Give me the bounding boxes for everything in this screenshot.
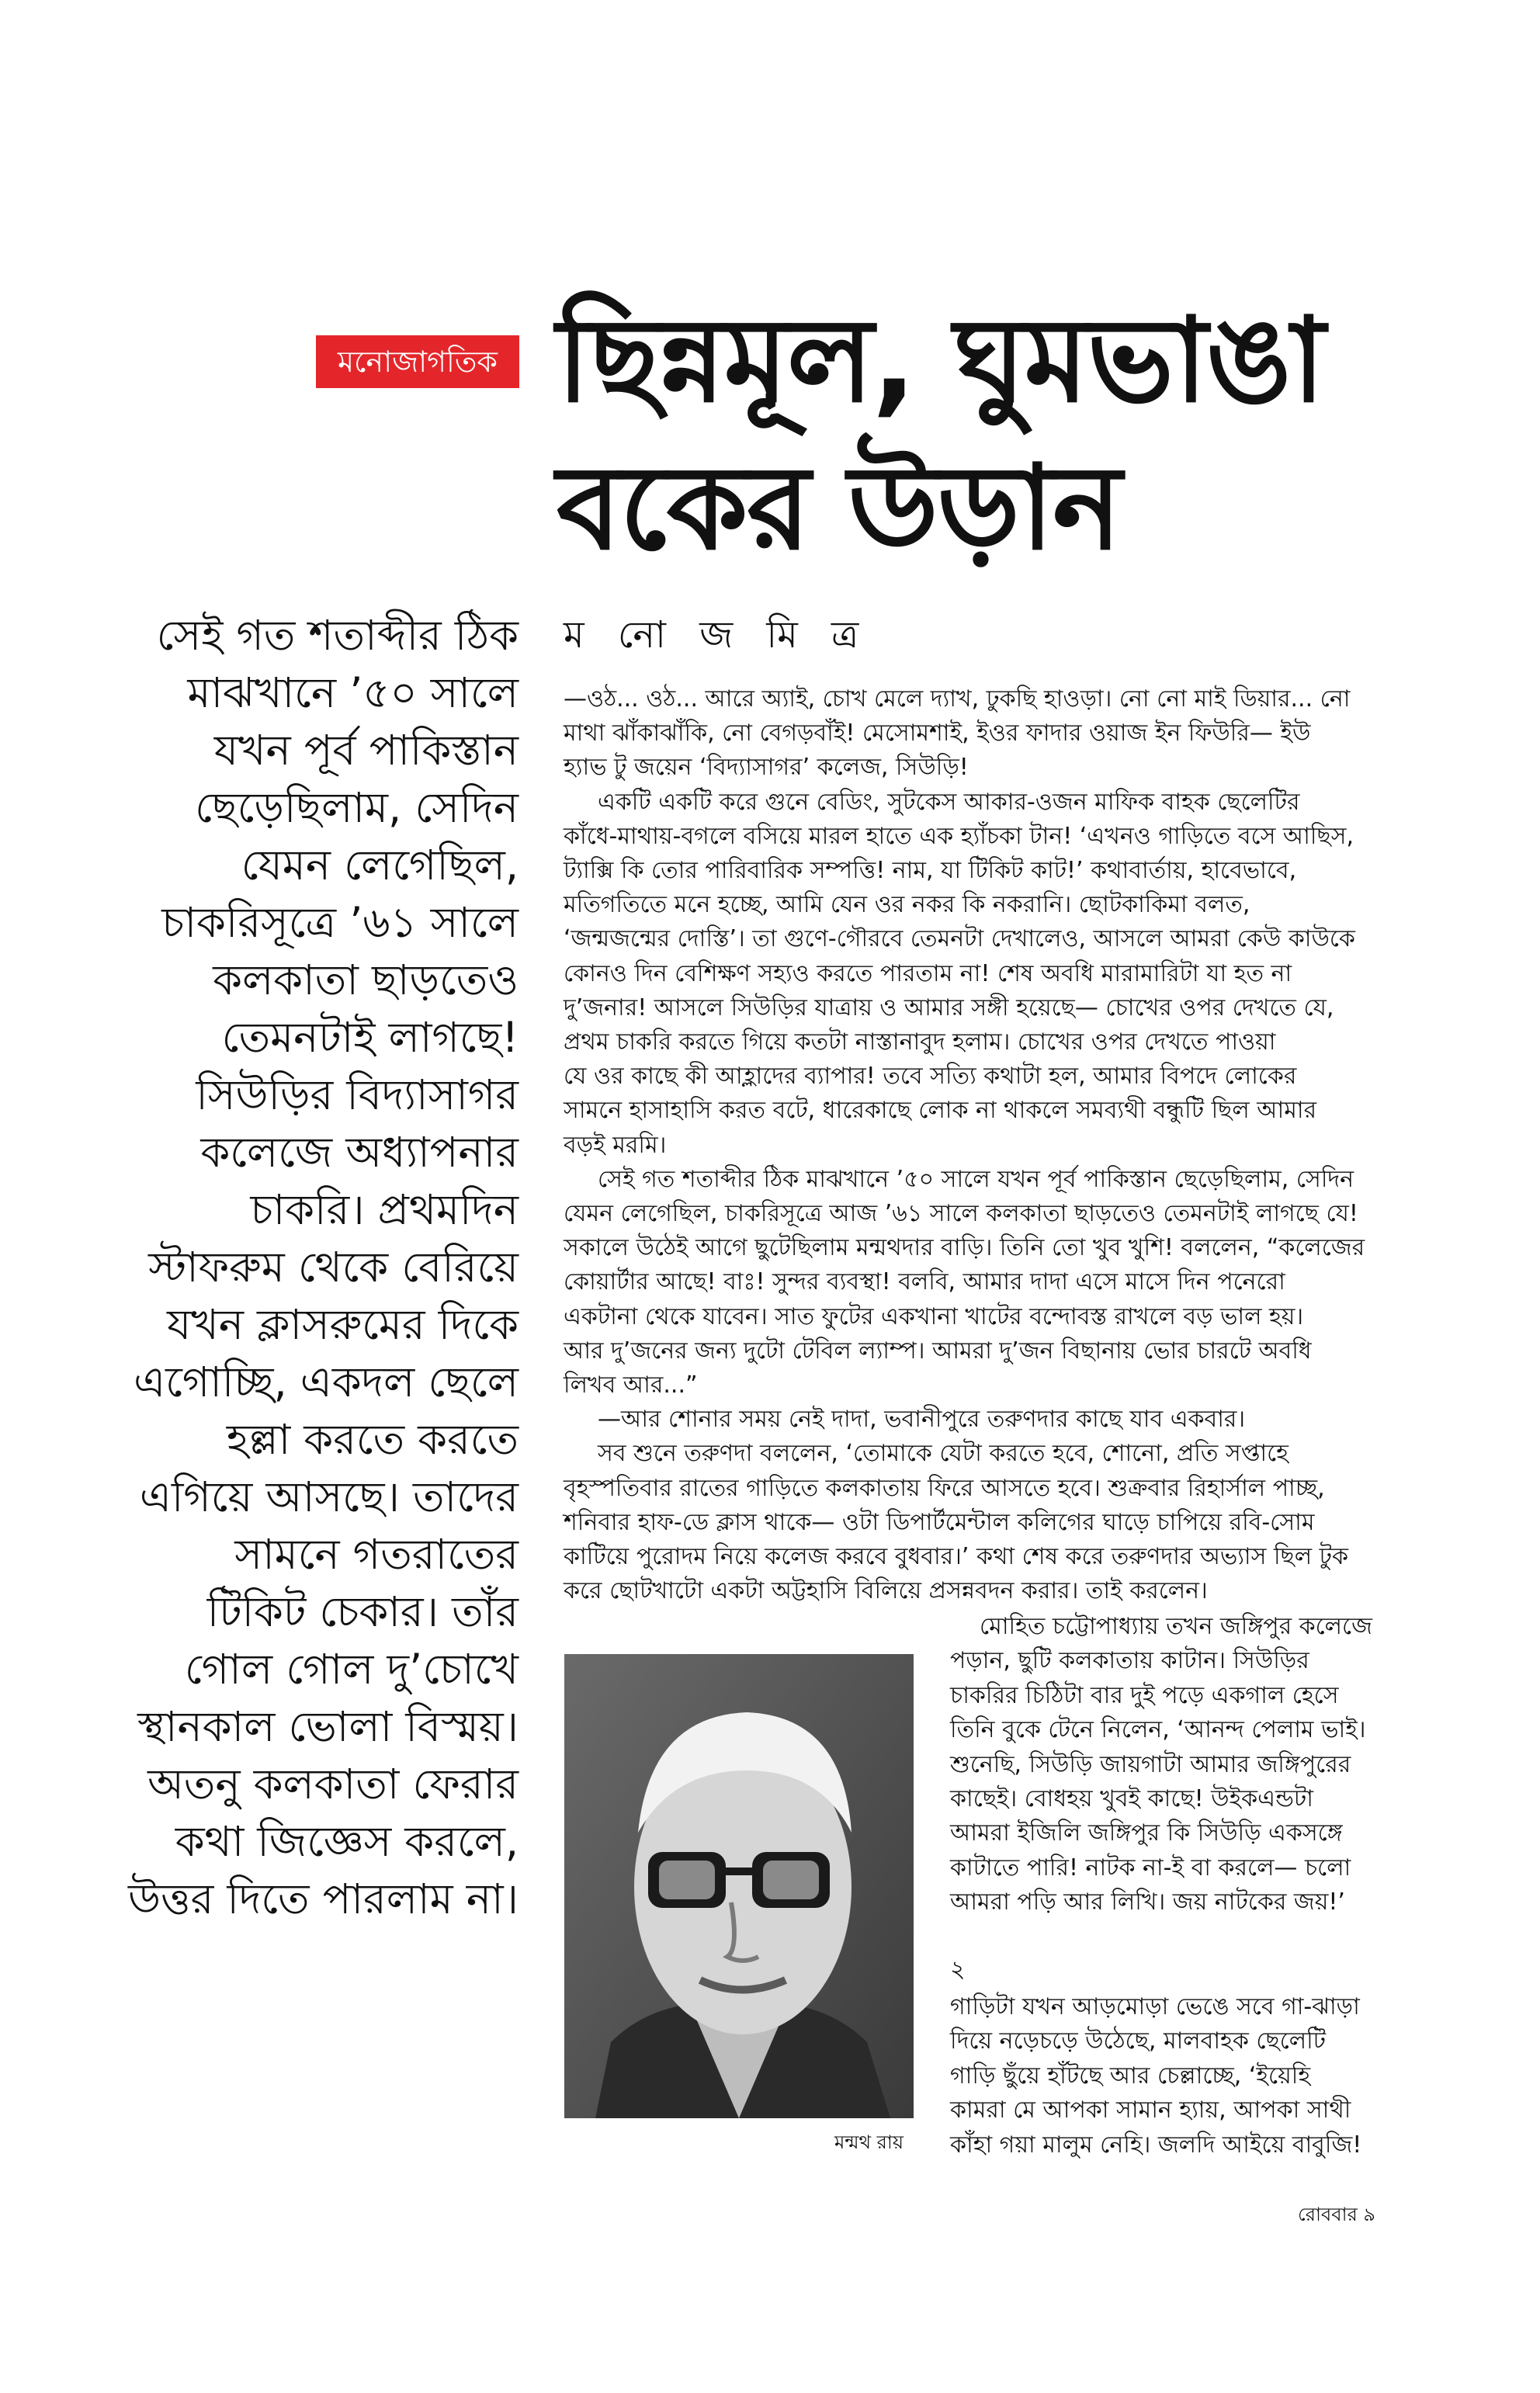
body-text-line: —ওঠ... ওঠ... আরে অ্যাই, চোখ মেলে দ্যাখ, ঢুকছি হাওড়া। নো নো মাই ডিয়ার... নো <box>564 685 1351 713</box>
body-text-line: বৃহস্পতিবার রাতের গাড়িতে কলকাতায় ফিরে আসতে হবে। শুক্রবার রিহার্সাল পাচ্ছ, <box>564 1474 1325 1502</box>
body-text-line: কোয়ার্টার আছে! বাঃ! সুন্দর ব্যবস্থা! বলবি, আমার দাদা এসে মাসে দিন পনেরো <box>564 1268 1285 1296</box>
body-text-line: কোনও দিন বেশিক্ষণ সহ্যও করতে পারতাম না! শেষ অবধি মারামারিটা যা হত না <box>564 959 1292 987</box>
body-text-line: শনিবার হাফ-ডে ক্লাস থাকে— ওটা ডিপার্টমেন্টাল কলিগের ঘাড়ে চাপিয়ে রবি-সোম <box>564 1508 1315 1536</box>
pull-quote-line: সামনে গতরাতের <box>234 1530 519 1579</box>
pull-quote-line: হল্লা করতে করতে <box>226 1415 519 1464</box>
body-text-line: একটানা থেকে যাবেন। সাত ফুটের একখানা খাটের বন্দোবস্ত রাখলে বড় ভাল হয়। <box>564 1302 1304 1330</box>
headline <box>557 287 1323 582</box>
pull-quote-line: কথা জিজ্ঞেস করলে, <box>175 1817 519 1866</box>
body-text-line: কাটিয়ে পুরোদম নিয়ে কলেজ করবে বুধবার।’ কথা শেষ করে তরুণদার অভ্যাস ছিল টুক <box>564 1543 1348 1570</box>
body-text-line: দিয়ে নড়েচড়ে উঠেছে, মালবাহক ছেলেটি <box>950 2027 1327 2055</box>
pull-quote-line: সিউড়ির বিদ্যাসাগর <box>196 1070 519 1119</box>
portrait-image <box>564 1654 914 2118</box>
pull-quote-line: অতনু কলকাতা ফেরার <box>147 1760 519 1809</box>
body-text-line: কাটাতে পারি! নাটক না-ই বা করলে— চলো <box>950 1854 1351 1881</box>
pull-quote-line: উত্তর দিতে পারলাম না। <box>127 1875 519 1923</box>
body-text-line: মতিগতিতে মনে হচ্ছে, আমি যেন ওর নকর কি নকরানি। ছোটকাকিমা বলত, <box>564 891 1250 919</box>
body-text-line: গাড়ি ছুঁয়ে হাঁটছে আর চেল্লাচ্ছে, ‘ইয়েহি <box>950 2062 1311 2090</box>
pull-quote-line: যখন পূর্ব পাকিস্তান <box>213 726 519 775</box>
body-text-line: মাথা ঝাঁকাঝাঁকি, নো বেগড়বাঁই! মেসোমশাই, ইওর ফাদার ওয়াজ ইন ফিউরি— ইউ <box>564 720 1311 747</box>
author-photo <box>564 1654 914 2118</box>
body-text-line: পড়ান, ছুটি কলকাতায় কাটান। সিউড়ির <box>950 1647 1309 1675</box>
body-text-line: কামরা মে আপকা সামান হ্যায়, আপকা সাথী <box>950 2096 1351 2124</box>
pull-quote-line: টিকিট চেকার। তাঁর <box>206 1587 519 1636</box>
body-text-line: সেই গত শতাব্দীর ঠিক মাঝখানে ’৫০ সালে যখন পূর্ব পাকিস্তান ছেড়েছিলাম, সেদিন <box>598 1165 1354 1193</box>
body-text-line: কাঁধে-মাথায়-বগলে বসিয়ে মারল হাতে এক হ্যাঁচকা টান! ‘এখনও গাড়িতে বসে আছিস, <box>564 822 1354 850</box>
body-text-line: শুনেছি, সিউড়ি জায়গাটা আমার জঙ্গিপুরের <box>950 1750 1351 1778</box>
pull-quote-line: এগোচ্ছি, একদল ছেলে <box>134 1358 519 1406</box>
body-text-line: ‘জন্মজন্মের দোস্তি’। তা গুণে-গৌরবে তেমনটা দেখালেও, আসলে আমরা কেউ কাউকে <box>564 925 1355 953</box>
body-text-line: একটি একটি করে গুনে বেডিং, সুটকেস আকার-ওজন মাফিক বাহক ছেলেটির <box>598 788 1300 816</box>
pull-quote-line: কলেজে অধ্যাপনার <box>200 1128 519 1177</box>
body-text-line: সব শুনে তরুণদা বললেন, ‘তোমাকে যেটা করতে হবে, শোনো, প্রতি সপ্তাহে <box>598 1440 1289 1468</box>
body-text-line: —আর শোনার সময় নেই দাদা, ভবানীপুরে তরুণদার কাছে যাব একবার। <box>598 1406 1246 1434</box>
body-text-line: সকালে উঠেই আগে ছুটেছিলাম মন্মথদার বাড়ি। তিনি তো খুব খুশি! বললেন, “কলেজের <box>564 1234 1365 1262</box>
photo-caption: মন্মথ রায় <box>834 2131 904 2153</box>
pull-quote-line: মাঝখানে ’৫০ সালে <box>187 668 519 717</box>
body-text-line: গাড়িটা যখন আড়মোড়া ভেঙে সবে গা-ঝাড়া <box>950 1993 1360 2020</box>
pull-quote-line: স্টাফরুম থেকে বেরিয়ে <box>148 1243 519 1292</box>
body-text-line: কাঁহা গয়া মালুম নেহি। জলদি আইয়ে বাবুজি! <box>950 2131 1362 2159</box>
section-tag: মনোজাগতিক <box>316 335 519 388</box>
pull-quote-line: সেই গত শতাব্দীর ঠিক <box>156 611 519 660</box>
body-text-line: প্রথম চাকরি করতে গিয়ে কতটা নাস্তানাবুদ হলাম। চোখের ওপর দেখতে পাওয়া <box>564 1028 1276 1056</box>
body-text-line: আমরা পড়ি আর লিখি। জয় নাটকের জয়!’ <box>950 1888 1345 1916</box>
headline-line-2: বকের উড়ান <box>557 441 1121 576</box>
body-text-line: ট্যাক্সি কি তোর পারিবারিক সম্পত্তি! নাম, যা টিকিট কাট!’ কথাবার্তায়, হাবেভাবে, <box>564 857 1297 884</box>
page-footer: রোববার ৯ <box>1298 2204 1375 2225</box>
pull-quote-line: স্থানকাল ভোলা বিস্ময়। <box>137 1702 519 1751</box>
body-text-line: আমরা ইজিলি জঙ্গিপুর কি সিউড়ি একসঙ্গে <box>950 1819 1343 1847</box>
pull-quote-line: চাকরিসূত্রে ’৬১ সালে <box>161 898 519 947</box>
pull-quote-line: যেমন লেগেছিল, <box>241 841 519 890</box>
pull-quote-line: তেমনটাই লাগছে! <box>221 1013 519 1062</box>
pull-quote-line: যখন ক্লাসরুমের দিকে <box>167 1300 519 1349</box>
body-text-line: সামনে হাসাহাসি করত বটে, ধারেকাছে লোক না থাকলে সমব্যথী বন্ধুটি ছিল আমার <box>564 1097 1317 1125</box>
pull-quote-line: কলকাতা ছাড়তেও <box>213 955 519 1004</box>
author-byline: ম নো জ মি ত্র <box>564 613 870 657</box>
pull-quote-line: চাকরি। প্রথমদিন <box>250 1185 519 1234</box>
body-text-line: মোহিত চট্টোপাধ্যায় তখন জঙ্গিপুর কলেজে <box>980 1613 1372 1640</box>
body-text-line: হ্যাভ টু জয়েন ‘বিদ্যাসাগর’ কলেজ, সিউড়ি! <box>564 754 969 782</box>
body-text-line: করে ছোটখাটো একটা অট্টহাসি বিলিয়ে প্রসন্নবদন করার। তাই করলেন। <box>564 1577 1208 1605</box>
body-text-line: লিখব আর...” <box>564 1372 698 1399</box>
section-number: ২ <box>950 1956 966 1983</box>
headline-line-1: ছিন্নমূল, ঘুমভাঙা <box>557 293 1324 428</box>
body-text-line: যে ওর কাছে কী আহ্লাদের ব্যাপার! তবে সত্যি কথাটা হল, আমার বিপদে লোকের <box>564 1063 1297 1091</box>
body-text-line: যেমন লেগেছিল, চাকরিসূত্রে আজ ’৬১ সালে কলকাতা ছাড়তেও তেমনটাই লাগছে যে! <box>564 1200 1358 1227</box>
body-text-line: কাছেই। বোধহয় খুবই কাছে! উইকএন্ডটা <box>950 1785 1313 1812</box>
body-text-line: তিনি বুকে টেনে নিলেন, ‘আনন্দ পেলাম ভাই। <box>950 1716 1366 1744</box>
pull-quote-line: গোল গোল দু’চোখে <box>184 1645 519 1694</box>
pull-quote-line: ছেড়েছিলাম, সেদিন <box>195 783 519 832</box>
body-text-line: বড়ই মরমি। <box>564 1131 667 1159</box>
pull-quote-line: এগিয়ে আসছে। তাদের <box>139 1472 519 1521</box>
body-text-line: চাকরির চিঠিটা বার দুই পড়ে একগাল হেসে <box>950 1681 1339 1709</box>
body-text-line: আর দু’জনের জন্য দুটো টেবিল ল্যাম্প। আমরা দু’জন বিছানায় ভোর চারটে অবধি <box>564 1337 1312 1365</box>
body-text-line: দু’জনার! আসলে সিউড়ির যাত্রায় ও আমার সঙ্গী হয়েছে— চোখের ওপর দেখতে যে, <box>564 994 1334 1021</box>
